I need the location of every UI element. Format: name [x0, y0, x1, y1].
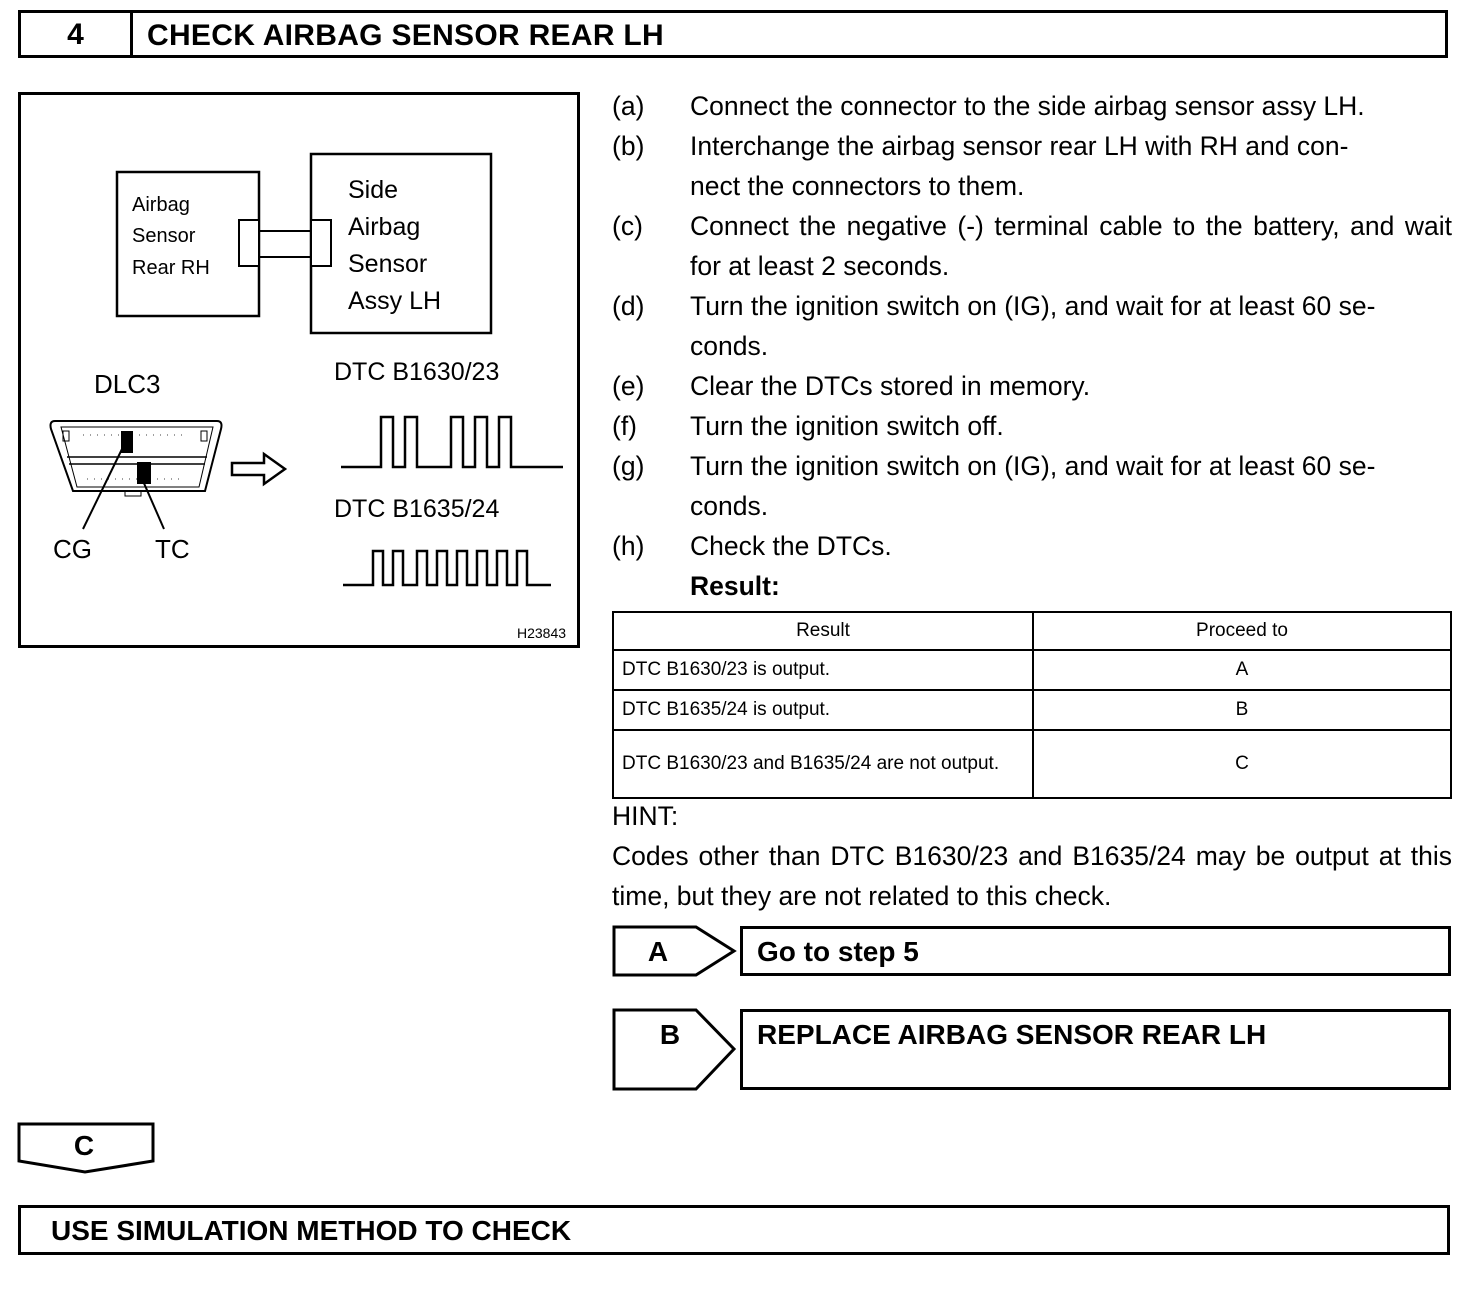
dtc2-label: DTC B1635/24	[334, 495, 500, 523]
outcome-b-tag	[612, 1007, 738, 1092]
step-e	[612, 366, 1452, 406]
table-cell-result: DTC B1630/23 and B1635/24 are not output.	[613, 730, 1033, 798]
sensor-rear-rh-line1: Airbag	[132, 194, 190, 216]
dtc1-label: DTC B1630/23	[334, 358, 500, 386]
table-header-proceed: Proceed to	[1033, 612, 1451, 650]
step-text: Turn the ignition switch on (IG), and wait for at least 60 se- conds.	[690, 451, 1376, 521]
step-letter: (a)	[612, 91, 645, 121]
table-cell-result: DTC B1635/24 is output.	[613, 690, 1033, 730]
continue-c-code: C	[73, 1130, 95, 1161]
step-letter: (d)	[612, 291, 645, 321]
dtc1-waveform	[341, 417, 563, 467]
tc-label: TC	[155, 534, 190, 564]
dlc3-label: DLC3	[94, 369, 161, 399]
step-number: 4	[21, 13, 133, 55]
result-label: Result:	[690, 571, 780, 601]
hint-block	[612, 796, 1452, 916]
step-text: Connect the negative (-) terminal cable to the battery, and wait for at least 2 seconds.	[690, 211, 1452, 281]
step-text: Interchange the airbag sensor rear LH with RH and con- nect the connectors to them.	[690, 131, 1349, 201]
table-cell-proceed: B	[1033, 690, 1451, 730]
step-letter: (g)	[612, 451, 645, 481]
step-text: Turn the ignition switch off.	[690, 411, 1004, 441]
next-step-box: USE SIMULATION METHOD TO CHECK	[18, 1205, 1450, 1255]
step-letter: (b)	[612, 131, 645, 161]
table-row	[613, 730, 1451, 798]
step-letter: (c)	[612, 211, 643, 241]
step-text: Turn the ignition switch on (IG), and wait for at least 60 se- conds.	[690, 291, 1376, 361]
hint-label: HINT:	[612, 801, 679, 831]
step-h	[612, 526, 1452, 566]
sensor-rear-rh-line3: Rear RH	[132, 257, 210, 279]
table-row	[613, 690, 1451, 730]
figure-drawing	[21, 95, 577, 645]
table-header-row	[613, 612, 1451, 650]
step-f	[612, 406, 1452, 446]
rear-rh-connector	[239, 220, 259, 266]
step-g	[612, 446, 1452, 526]
sensor-rear-rh-line2: Sensor	[132, 225, 196, 247]
side-sensor-line2: Airbag	[348, 213, 421, 241]
continue-c-tag	[16, 1121, 158, 1175]
wiring-figure	[18, 92, 580, 648]
step-text: Connect the connector to the side airbag sensor assy LH.	[690, 91, 1365, 121]
table-cell-result: DTC B1630/23 is output.	[613, 650, 1033, 690]
instruction-list	[612, 86, 1452, 606]
step-c	[612, 206, 1452, 286]
arrow-right-icon	[232, 454, 285, 484]
dtc2-waveform	[343, 551, 551, 585]
table-cell-proceed: C	[1033, 730, 1451, 798]
side-sensor-line3: Sensor	[348, 250, 428, 278]
result-table	[612, 611, 1452, 799]
hint-text: Codes other than DTC B1630/23 and B1635/24 may be output at this time, but they are not related to this check.	[612, 841, 1452, 911]
table-header-result: Result	[613, 612, 1033, 650]
step-letter: (e)	[612, 371, 645, 401]
figure-id: H23843	[517, 625, 567, 641]
outcome-b-action: REPLACE AIRBAG SENSOR REAR LH	[740, 1009, 1451, 1090]
step-letter: (h)	[612, 531, 645, 561]
side-sensor-line1: Side	[348, 176, 399, 204]
step-letter: (f)	[612, 411, 638, 441]
step-header	[18, 10, 1448, 58]
table-cell-proceed: A	[1033, 650, 1451, 690]
step-text: Check the DTCs.	[690, 531, 892, 561]
side-sensor-line4: Assy LH	[348, 287, 442, 315]
side-sensor-connector	[311, 220, 331, 266]
cg-label: CG	[53, 534, 92, 564]
outcome-b-code: B	[659, 1019, 681, 1050]
outcome-a-action: Go to step 5	[740, 926, 1451, 976]
outcome-a-tag	[612, 924, 738, 978]
step-d	[612, 286, 1452, 366]
outcome-a-code: A	[647, 936, 669, 967]
table-row	[613, 650, 1451, 690]
step-title: CHECK AIRBAG SENSOR REAR LH	[147, 19, 665, 52]
step-b	[612, 126, 1452, 206]
step-a	[612, 86, 1452, 126]
dlc3-connector	[51, 421, 222, 496]
step-text: Clear the DTCs stored in memory.	[690, 371, 1091, 401]
